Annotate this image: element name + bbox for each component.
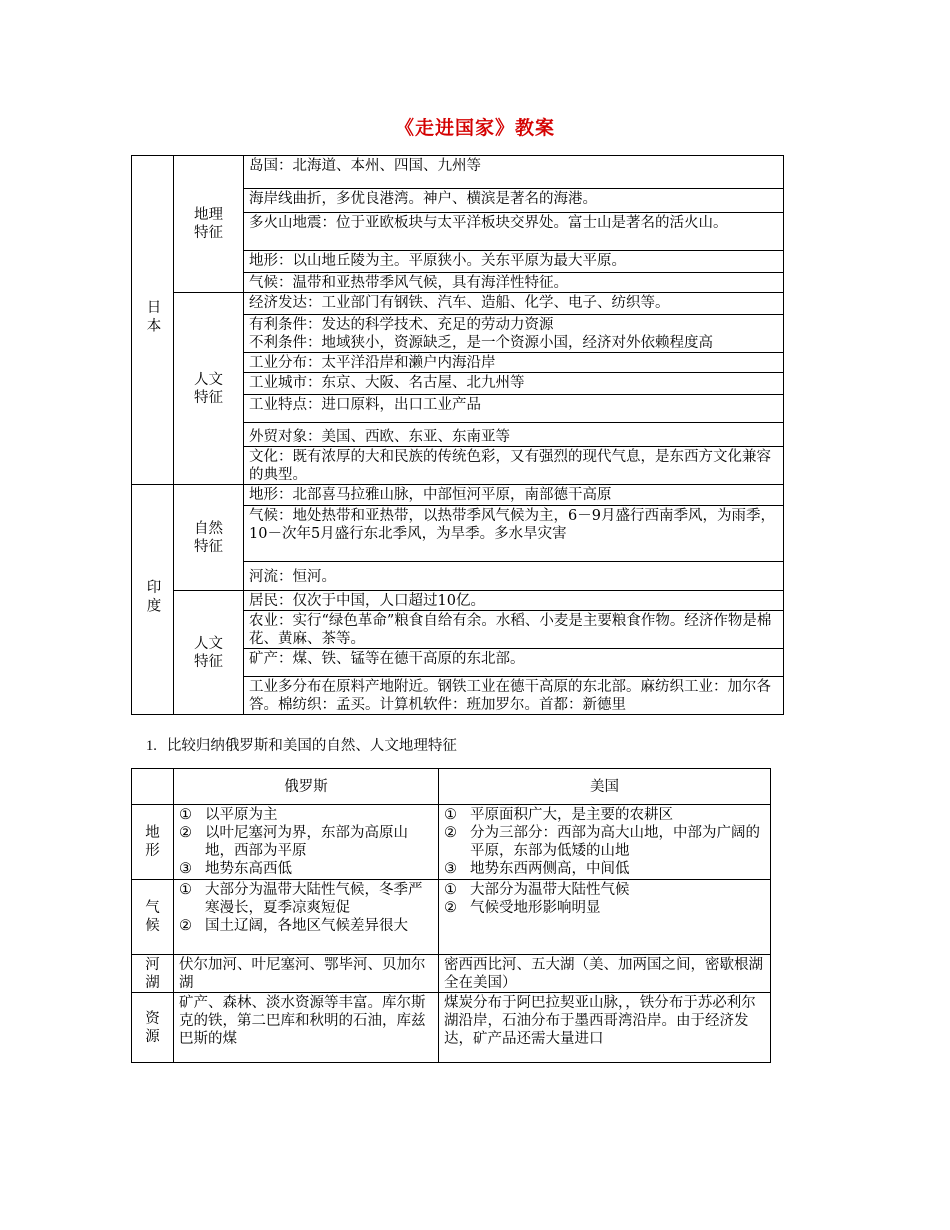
russia-terrain: ① 以平原为主 ② 以叶尼塞河为界，东部为高原山地，西部为平原 ③ 地势东高西低 [174, 805, 439, 880]
japan-human-row: 文化：既有浓厚的大和民族的传统色彩，又有强烈的现代气息，是东西方文化兼容的典型。 [244, 447, 784, 485]
col-usa: 美国 [439, 769, 771, 805]
section-text: 比较归纳俄罗斯和美国的自然、人文地理特征 [166, 738, 457, 754]
india-human-row: 农业：实行“绿色革命”粮食自给有余。水稻、小麦是主要粮食作物。经济作物是棉花、黄麻、茶等。 [244, 611, 784, 649]
country-japan: 日本 [132, 156, 174, 485]
usa-climate: ① 大部分为温带大陆性气候 ② 气候受地形影响明显 [439, 880, 771, 955]
japan-human-row: 工业城市：东京、大阪、名古屋、北九州等 [244, 373, 784, 395]
india-human-row: 矿产：煤、铁、锰等在德干高原的东北部。 [244, 649, 784, 677]
country-india: 印度 [132, 485, 174, 715]
india-nat-row: 河流：恒河。 [244, 562, 784, 591]
row-label-climate: 气候 [132, 880, 174, 955]
japan-human-row: 外贸对象：美国、西欧、东亚、东南亚等 [244, 423, 784, 447]
col-russia: 俄罗斯 [174, 769, 439, 805]
india-nat-label: 自然特征 [174, 485, 244, 591]
section-heading [146, 734, 457, 755]
usa-resources: 煤炭分布于阿巴拉契亚山脉，，铁分布于苏必利尔湖沿岸，石油分布于墨西哥湾沿岸。由于经济发达，矿产品还需大量进口 [439, 993, 771, 1063]
india-nat-row: 气候：地处热带和亚热带，以热带季风气候为主，6－9月盛行西南季风，为雨季，10－次年5月盛行东北季风，为旱季。多水旱灾害 [244, 506, 784, 562]
russia-usa-table [131, 768, 771, 1063]
japan-geo-row: 气候：温带和亚热带季风气候，具有海洋性特征。 [244, 273, 784, 293]
japan-human-row: 经济发达：工业部门有钢铁、汽车、造船、化学、电子、纺织等。 [244, 293, 784, 315]
russia-resources: 矿产、森林、淡水资源等丰富。库尔斯克的铁，第二巴库和秋明的石油，库兹巴斯的煤 [174, 993, 439, 1063]
india-human-row: 居民：仅次于中国，人口超过10亿。 [244, 591, 784, 611]
japan-human-row: 工业分布：太平洋沿岸和濑户内海沿岸 [244, 353, 784, 373]
japan-geo-label: 地理特征 [174, 156, 244, 293]
japan-india-table [131, 155, 784, 715]
japan-human-row: 有利条件：发达的科学技术、充足的劳动力资源 不利条件：地域狭小，资源缺乏，是一个资源小国，经济对外依赖程度高 [244, 315, 784, 353]
usa-rivers: 密西西比河、五大湖（美、加两国之间，密歇根湖全在美国） [439, 955, 771, 993]
russia-climate: ① 大部分为温带大陆性气候，冬季严寒漫长，夏季凉爽短促 ② 国土辽阔，各地区气候差异很大 [174, 880, 439, 955]
row-label-terrain: 地形 [132, 805, 174, 880]
japan-human-row: 工业特点：进口原料，出口工业产品 [244, 395, 784, 423]
india-human-label: 人文特征 [174, 591, 244, 715]
row-label-rivers: 河湖 [132, 955, 174, 993]
corner-cell [132, 769, 174, 805]
japan-geo-row: 多火山地震：位于亚欧板块与太平洋板块交界处。富士山是著名的活火山。 [244, 213, 784, 251]
row-label-resources: 资源 [132, 993, 174, 1063]
india-human-row: 工业多分布在原料产地附近。钢铁工业在德干高原的东北部。麻纺织工业：加尔各答。棉纺织：孟买。计算机软件：班加罗尔。首都：新德里 [244, 677, 784, 715]
page-title: 《走进国家》教案 [394, 117, 555, 139]
japan-geo-row: 海岸线曲折，多优良港湾。神户、横滨是著名的海港。 [244, 189, 784, 213]
japan-geo-row: 地形：以山地丘陵为主。平原狭小。关东平原为最大平原。 [244, 251, 784, 273]
section-number: 1. [146, 738, 157, 754]
russia-rivers: 伏尔加河、叶尼塞河、鄂毕河、贝加尔湖 [174, 955, 439, 993]
japan-geo-row: 岛国：北海道、本州、四国、九州等 [244, 156, 784, 189]
usa-terrain: ① 平原面积广大，是主要的农耕区 ② 分为三部分：西部为高大山地，中部为广阔的平原，东部为低矮的山地 ③ 地势东西两侧高，中间低 [439, 805, 771, 880]
japan-human-label: 人文特征 [174, 293, 244, 485]
india-nat-row: 地形：北部喜马拉雅山脉，中部恒河平原，南部德干高原 [244, 485, 784, 506]
